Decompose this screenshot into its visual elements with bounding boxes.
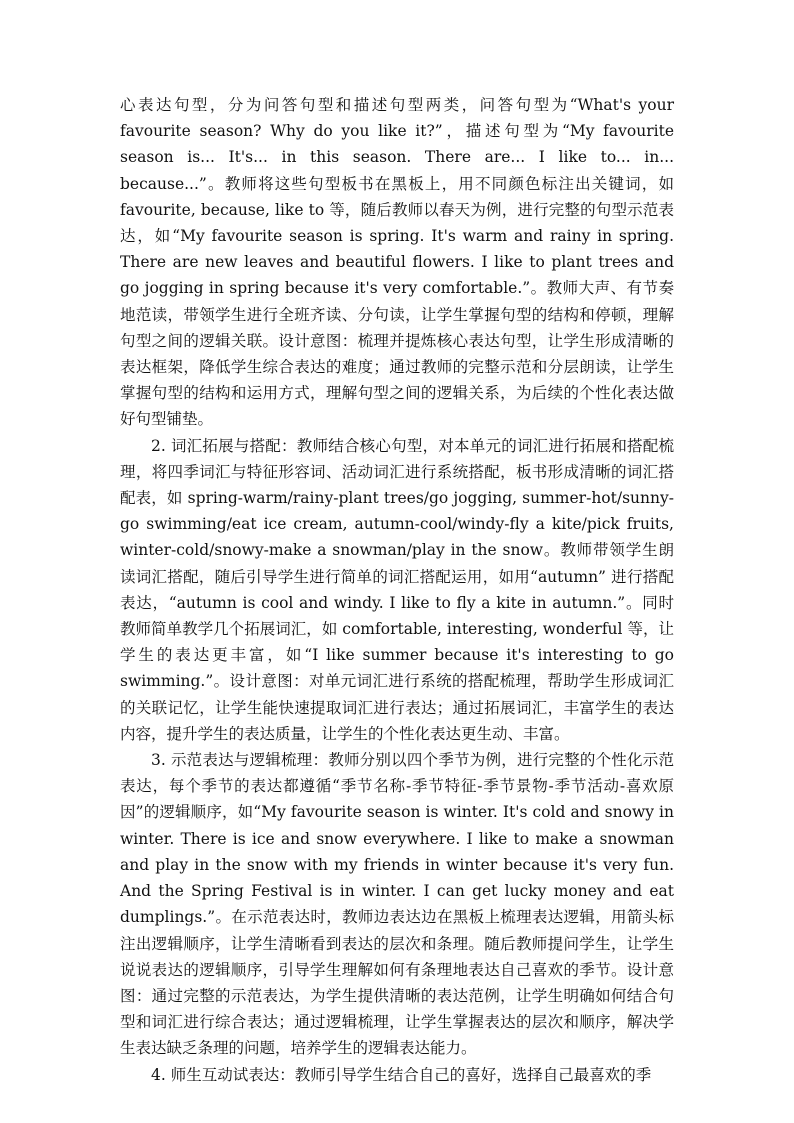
- paragraph-vocabulary-expansion: 2. 词汇拓展与搭配：教师结合核心句型，对本单元的词汇进行拓展和搭配梳理，将四季词汇与特征形容词、活动词汇进行系统搭配，板书形成清晰的词汇搭配表，如 spring-warm/rainy-plant trees/go jogging, summer-hot/sunny-go swimming/eat ice cream, autumn-cool/windy-fly a kite/pick fruits, winter-cold/snowy-make a snowman/play in the snow。教师带领学生朗读词汇搭配，随后引导学生进行简单的词汇搭配运用，如用“autumn” 进行搭配表达，“autumn is cool and windy. I like to fly a kite in autumn.”。同时教师简单教学几个拓展词汇，如 comfortable, interesting, wonderful 等，让学生的表达更丰富，如“I like summer because it's interesting to go swimming.”。设计意图：对单元词汇进行系统的搭配梳理，帮助学生形成词汇的关联记忆，让学生能快速提取词汇进行表达；通过拓展词汇，丰富学生的表达内容，提升学生的表达质量，让学生的个性化表达更生动、丰富。: [120, 436, 674, 743]
- paragraph-interactive-expression: 4. 师生互动试表达：教师引导学生结合自己的喜好，选择自己最喜欢的季: [151, 1065, 652, 1084]
- paragraph-sentence-patterns: 心表达句型，分为问答句型和描述句型两类，问答句型为“What's your favourite season? Why do you like it?”，描述句型为“My favourite season is... It's... in this season. There are... I like to... in... because...”。教师将这些句型板书在黑板上，用不同颜色标注出关键词，如 favourite, because, like to 等，随后教师以春天为例，进行完整的句型示范表达，如“My favourite season is spring. It's warm and rainy in spring. There are new leaves and beautiful flowers. I like to plant trees and go jogging in spring because it's very comfortable.”。教师大声、有节奏地范读，带领学生进行全班齐读、分句读，让学生掌握句型的结构和停顿，理解句型之间的逻辑关联。设计意图：梳理并提炼核心表达句型，让学生形成清晰的表达框架，降低学生综合表达的难度；通过教师的完整示范和分层朗读，让学生掌握句型的结构和运用方式，理解句型之间的逻辑关系，为后续的个性化表达做好句型铺垫。: [120, 96, 674, 429]
- paragraph-model-expression: 3. 示范表达与逻辑梳理：教师分别以四个季节为例，进行完整的个性化示范表达，每个季节的表达都遵循“季节名称-季节特征-季节景物-季节活动-喜欢原因”的逻辑顺序，如“My favourite season is winter. It's cold and snowy in winter. There is ice and snow everywhere. I like to make a snowman and play in the snow with my friends in winter because it's very fun. And the Spring Festival is in winter. I can get lucky money and eat dumplings.”。在示范表达时，教师边表达边在黑板上梳理表达逻辑，用箭头标注出逻辑顺序，让学生清晰看到表达的层次和条理。随后教师提问学生，让学生说说表达的逻辑顺序，引导学生理解如何有条理地表达自己喜欢的季节。设计意图：通过完整的示范表达，为学生提供清晰的表达范例，让学生明确如何结合句型和词汇进行综合表达；通过逻辑梳理，让学生掌握表达的层次和顺序，解决学生表达缺乏条理的问题，培养学生的逻辑表达能力。: [120, 751, 674, 1058]
